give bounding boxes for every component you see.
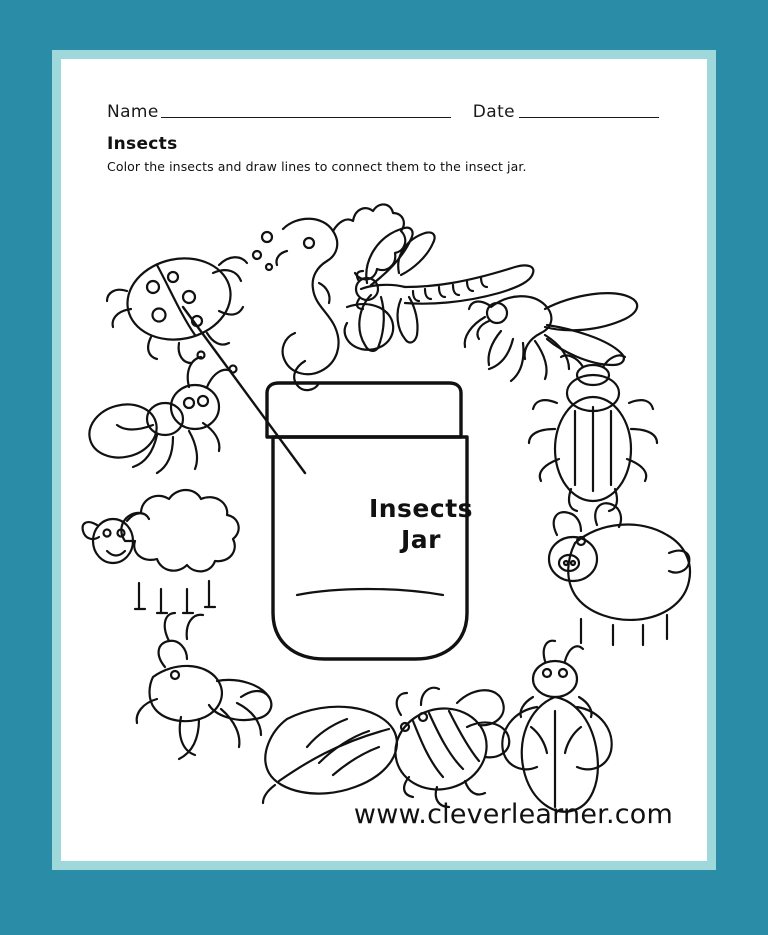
fly[interactable]: [502, 641, 611, 812]
website-watermark: www.cleverlearner.com: [353, 799, 673, 830]
worksheet-sheet: [61, 59, 707, 861]
ant[interactable]: [84, 352, 237, 474]
date-label: Date: [472, 102, 515, 122]
instructions-text: Color the insects and draw lines to connect them to the insect jar.: [107, 159, 527, 174]
grasshopper[interactable]: [137, 613, 272, 759]
jar-label: [341, 494, 501, 555]
dragonfly[interactable]: [356, 228, 533, 351]
bee[interactable]: [386, 688, 509, 807]
beetle[interactable]: [529, 355, 657, 511]
connector-line-ladybug-jar: [183, 307, 305, 473]
mosquito[interactable]: [465, 293, 637, 381]
leaf[interactable]: [263, 707, 397, 803]
name-label: Name: [107, 102, 159, 122]
worksheet-artwork: [61, 59, 707, 861]
seahorse[interactable]: [253, 204, 405, 390]
sheep[interactable]: [83, 490, 239, 613]
worksheet-page: [52, 50, 716, 870]
pig[interactable]: [549, 503, 690, 645]
jar-label-line2: Jar: [400, 524, 441, 554]
jar-label-line1: Insects: [368, 494, 474, 523]
ladybug[interactable]: [107, 249, 247, 363]
page-title: Insects: [107, 134, 178, 154]
